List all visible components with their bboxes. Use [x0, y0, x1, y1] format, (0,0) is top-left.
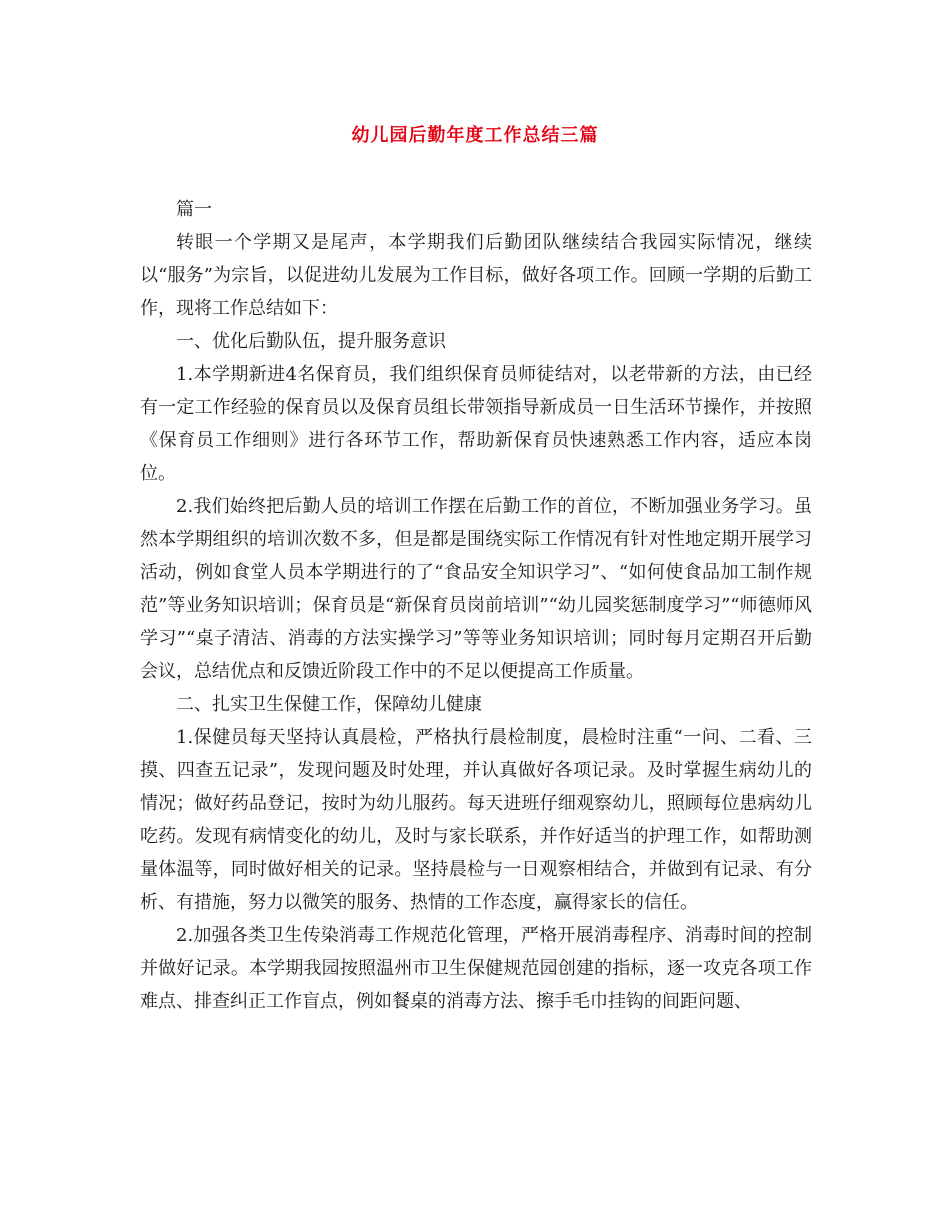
- intro-paragraph: 转眼一个学期又是尾声，本学期我们后勤团队继续结合我园实际情况，继续以“服务”为宗旨，以促进幼儿发展为工作目标，做好各项工作。回顾一学期的后勤工作，现将工作总结如下：: [140, 232, 812, 319]
- document-body: [140, 193, 812, 1018]
- section-heading-2: 二、扎实卫生保健工作，保障幼儿健康: [176, 694, 482, 715]
- section-heading-1: 一、优化后勤队伍，提升服务意识: [176, 331, 446, 352]
- body-paragraph: 2.加强各类卫生传染消毒工作规范化管理，严格开展消毒程序、消毒时间的控制并做好记录。本学期我园按照温州市卫生保健规范园创建的指标，逐一攻克各项工作难点、排查纠正工作盲点，例如餐桌的消毒方法、擦手毛巾挂钩的间距问题、: [140, 925, 812, 1012]
- body-paragraph: 1.本学期新进4名保育员，我们组织保育员师徒结对，以老带新的方法，由已经有一定工作经验的保育员以及保育员组长带领指导新成员一日生活环节操作，并按照《保育员工作细则》进行各环节工作，帮助新保育员快速熟悉工作内容，适应本岗位。: [140, 364, 812, 484]
- body-paragraph: 1.保健员每天坚持认真晨检，严格执行晨检制度，晨检时注重“一问、二看、三摸、四查五记录”，发现问题及时处理，并认真做好各项记录。及时掌握生病幼儿的情况；做好药品登记，按时为幼儿服药。每天进班仔细观察幼儿，照顾每位患病幼儿吃药。发现有病情变化的幼儿，及时与家长联系，并作好适当的护理工作，如帮助测量体温等，同时做好相关的记录。坚持晨检与一日观察相结合，并做到有记录、有分析、有措施，努力以微笑的服务、热情的工作态度，赢得家长的信任。: [140, 727, 812, 913]
- document-title: 幼儿园后勤年度工作总结三篇: [351, 125, 599, 146]
- body-paragraph: 2.我们始终把后勤人员的培训工作摆在后勤工作的首位，不断加强业务学习。虽然本学期组织的培训次数不多，但是都是围绕实际工作情况有针对性地定期开展学习活动，例如食堂人员本学期进行的了“食品安全知识学习”、“如何使食品加工制作规范”等业务知识培训；保育员是“新保育员岗前培训”“幼儿园奖惩制度学习”“师德师风学习”“桌子清洁、消毒的方法实操学习”等等业务知识培训；同时每月定期召开后勤会议，总结优点和反馈近阶段工作中的不足以便提高工作质量。: [140, 496, 812, 682]
- section-heading-part-one: 篇一: [176, 199, 212, 220]
